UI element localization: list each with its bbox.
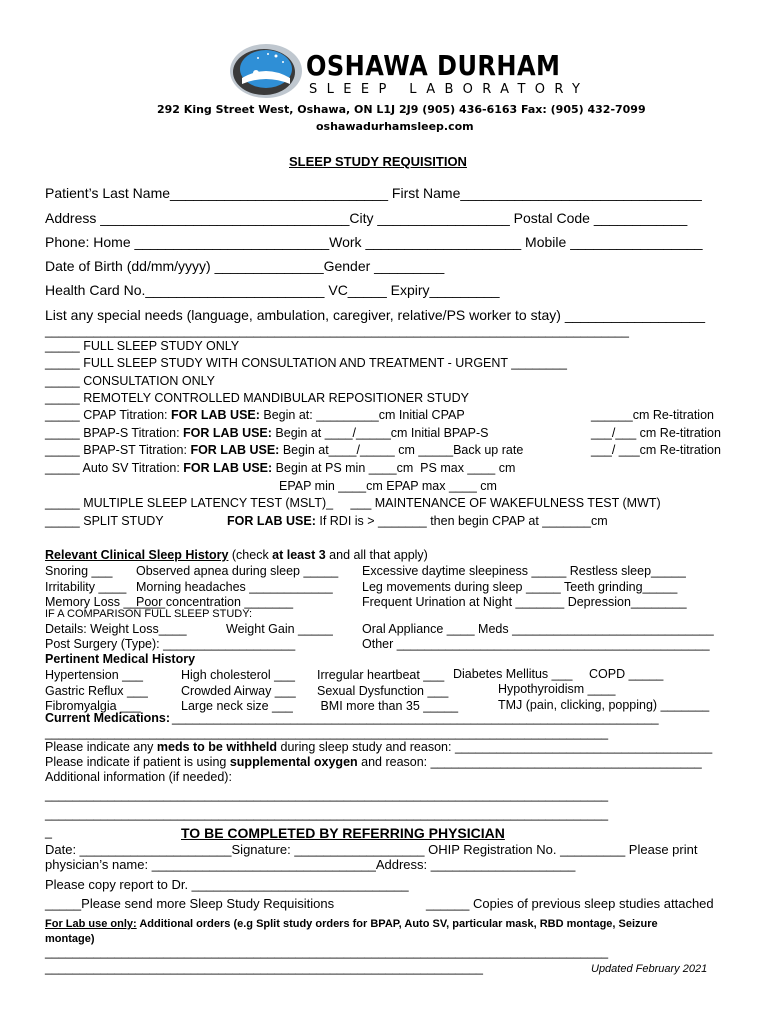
cpap-label: _____ CPAP Titration: <box>45 408 172 422</box>
study-full-consult[interactable]: _____ FULL SLEEP STUDY WITH CONSULTATION AND TREATMENT - URGENT ________ <box>45 356 567 370</box>
oral-appliance-meds[interactable]: Oral Appliance ____ Meds _____________________________ <box>362 622 714 636</box>
current-medications-line-2[interactable]: _________________________________________________________________________________ <box>45 726 609 740</box>
supplemental-oxygen[interactable] <box>45 756 702 769</box>
brand-name: OSHAWA DURHAM <box>306 49 561 82</box>
patient-address-line[interactable]: Address ________________________________City _________________ Postal Code ____________ <box>45 210 688 226</box>
bpap-st-label: _____ BPAP-ST Titration: <box>45 443 191 457</box>
hypothyroidism-field[interactable]: Hypothyroidism ____ <box>498 682 616 696</box>
diabetes-field[interactable]: Diabetes Mellitus ___ <box>453 667 573 681</box>
additional-info-line-1[interactable]: _________________________________________________________________________________ <box>45 788 609 802</box>
auto-sv-begin: Begin at PS min ____cm PS max ____ cm <box>272 461 516 475</box>
withheld-c: during sleep study and reason: _____________________________________ <box>277 740 713 754</box>
additional-info-label: Additional information (if needed): <box>45 770 232 784</box>
medical-history-heading: Pertinent Medical History <box>45 652 196 666</box>
brand-subtitle: SLEEP LABORATORY <box>309 82 590 97</box>
study-bpap-s[interactable] <box>45 427 489 440</box>
patient-dob-line[interactable]: Date of Birth (dd/mm/yyyy) ______________Gender _________ <box>45 258 445 274</box>
special-needs-line[interactable]: List any special needs (language, ambulation, caregiver, relative/PS worker to stay) __________________ <box>45 307 705 323</box>
split-lab-use[interactable] <box>227 515 608 528</box>
study-cpap[interactable] <box>45 409 465 422</box>
lab-use-label: For Lab use only: <box>45 918 137 930</box>
sleep-laboratory-logo-icon <box>228 42 304 100</box>
cpap-begin: Begin at: _________cm Initial CPAP <box>259 408 465 422</box>
split-rdi: If RDI is > _______ then begin CPAP at _______cm <box>315 514 608 528</box>
send-requisitions[interactable]: _____Please send more Sleep Study Requisitions <box>45 896 335 911</box>
physician-name-address[interactable]: physician’s name: _______________________________Address: ____________________ <box>45 857 576 872</box>
additional-info-line-3[interactable]: _ <box>45 825 52 839</box>
header-website: oshawadurhamsleep.com <box>316 120 474 133</box>
patient-name-line[interactable]: Patient’s Last Name____________________________ First Name_______________________________ <box>45 185 702 201</box>
auto-sv-epap[interactable]: EPAP min ____cm EPAP max ____ cm <box>279 479 497 493</box>
study-full-only[interactable]: _____ FULL SLEEP STUDY ONLY <box>45 339 240 353</box>
patient-health-card-line[interactable]: Health Card No._______________________ VC_____ Expiry_________ <box>45 282 500 298</box>
bpap-st-retitration[interactable]: ___/ ___cm Re-titration <box>591 443 721 457</box>
oxy-b: supplemental oxygen <box>229 755 358 769</box>
patient-phone-line[interactable]: Phone: Home _________________________Work ____________________ Mobile _________________ <box>45 234 703 250</box>
withheld-b: meds to be withheld <box>156 740 278 754</box>
history-col-1[interactable]: Snoring ___ Irritability ____ Memory Loss ______ <box>45 564 166 609</box>
sleep-history-title: Relevant Clinical Sleep History <box>45 548 229 562</box>
bpap-st-begin: Begin at____/_____ cm _____Back up rate <box>279 443 524 457</box>
bpap-st-lab-use: FOR LAB USE: <box>190 443 280 457</box>
check-b: at least 3 <box>272 548 326 562</box>
additional-info-line-2[interactable]: _________________________________________________________________________________ <box>45 807 609 821</box>
updated-date: Updated February 2021 <box>591 963 708 975</box>
meds-withheld[interactable] <box>45 741 712 754</box>
study-auto-sv[interactable] <box>45 462 515 475</box>
check-c: and all that apply) <box>325 548 428 562</box>
physician-date-signature[interactable]: Date: _____________________Signature: __________________ OHIP Registration No. _________ Please print <box>45 842 698 857</box>
weight-gain[interactable]: Weight Gain _____ <box>226 622 333 636</box>
special-needs-line-2[interactable]: ____________________________________________________________________________________ <box>45 324 629 338</box>
study-mandibular[interactable]: _____ REMOTELY CONTROLLED MANDIBULAR REPOSITIONER STUDY <box>45 391 469 405</box>
withheld-a: Please indicate any <box>45 740 157 754</box>
check-a: (check <box>228 548 273 562</box>
history-col-3[interactable]: Excessive daytime sleepiness _____ Restless sleep_____ Leg movements during sleep _____ Teeth grinding_____ Frequent Urination at Night _______ Depression________ <box>362 564 687 609</box>
lab-use-only <box>45 917 658 947</box>
study-consult-only[interactable]: _____ CONSULTATION ONLY <box>45 374 215 388</box>
split-lab-use-label: FOR LAB USE: <box>227 514 316 528</box>
copy-report-to[interactable]: Please copy report to Dr. ______________________________ <box>45 877 409 892</box>
medical-col-3[interactable]: Irregular heartbeat ___ Sexual Dysfunction ___ BMI more than 35 _____ <box>317 668 459 713</box>
study-mslt-mwt[interactable]: _____ MULTIPLE SLEEP LATENCY TEST (MSLT)_ ___ MAINTENANCE OF WAKEFULNESS TEST (MWT) <box>45 496 661 510</box>
comparison-heading: IF A COMPARISON FULL SLEEP STUDY: <box>45 608 253 620</box>
current-medications-label: Current Medications: <box>45 711 171 725</box>
cpap-lab-use: FOR LAB USE: <box>171 408 260 422</box>
lab-use-line-2[interactable]: _______________________________________________________________ <box>45 961 483 975</box>
lab-use-line-1[interactable]: _________________________________________________________________________________ <box>45 945 609 959</box>
cpap-retitration[interactable]: ______cm Re-titration <box>591 408 714 422</box>
tmj-field[interactable]: TMJ (pain, clicking, popping) _______ <box>498 698 710 712</box>
lab-use-text: Additional orders (e.g Split study orders for BPAP, Auto SV, particular mask, RBD montage, Seizure montage) <box>45 918 658 945</box>
other-field[interactable]: Other _____________________________________________ <box>362 637 710 651</box>
oxy-c: and reason: _______________________________________ <box>357 755 702 769</box>
previous-studies-attached[interactable]: ______ Copies of previous sleep studies attached <box>426 896 714 911</box>
bpap-s-lab-use: FOR LAB USE: <box>183 426 272 440</box>
physician-heading: TO BE COMPLETED BY REFERRING PHYSICIAN <box>181 825 505 841</box>
bpap-s-retitration[interactable]: ___/___ cm Re-titration <box>591 426 721 440</box>
oxy-a: Please indicate if patient is using <box>45 755 230 769</box>
post-surgery[interactable]: Post Surgery (Type): ___________________ <box>45 637 296 651</box>
weight-loss[interactable]: Details: Weight Loss____ <box>45 622 187 636</box>
header-address: 292 King Street West, Oshawa, ON L1J 2J9 (905) 436-6163 Fax: (905) 432-7099 <box>157 103 646 116</box>
study-split-label[interactable]: _____ SPLIT STUDY <box>45 514 164 528</box>
sleep-history-heading <box>45 549 428 562</box>
auto-sv-label: _____ Auto SV Titration: <box>45 461 184 475</box>
current-medications-line[interactable]: ______________________________________________________________________ <box>172 711 659 725</box>
form-title: SLEEP STUDY REQUISITION <box>289 154 467 169</box>
history-col-2[interactable]: Observed apnea during sleep _____ Morning headaches ____________ Poor concentration _______ <box>136 564 339 609</box>
medical-col-2[interactable]: High cholesterol ___ Crowded Airway ___ Large neck size ___ <box>181 668 296 713</box>
medical-col-1[interactable]: Hypertension ___ Gastric Reflux ___ Fibromyalgia ___ <box>45 668 148 713</box>
copd-field[interactable]: COPD _____ <box>589 667 664 681</box>
auto-sv-lab-use: FOR LAB USE: <box>183 461 273 475</box>
bpap-s-label: _____ BPAP-S Titration: <box>45 426 184 440</box>
study-bpap-st[interactable] <box>45 444 523 457</box>
bpap-s-begin: Begin at ____/_____cm Initial BPAP-S <box>271 426 489 440</box>
